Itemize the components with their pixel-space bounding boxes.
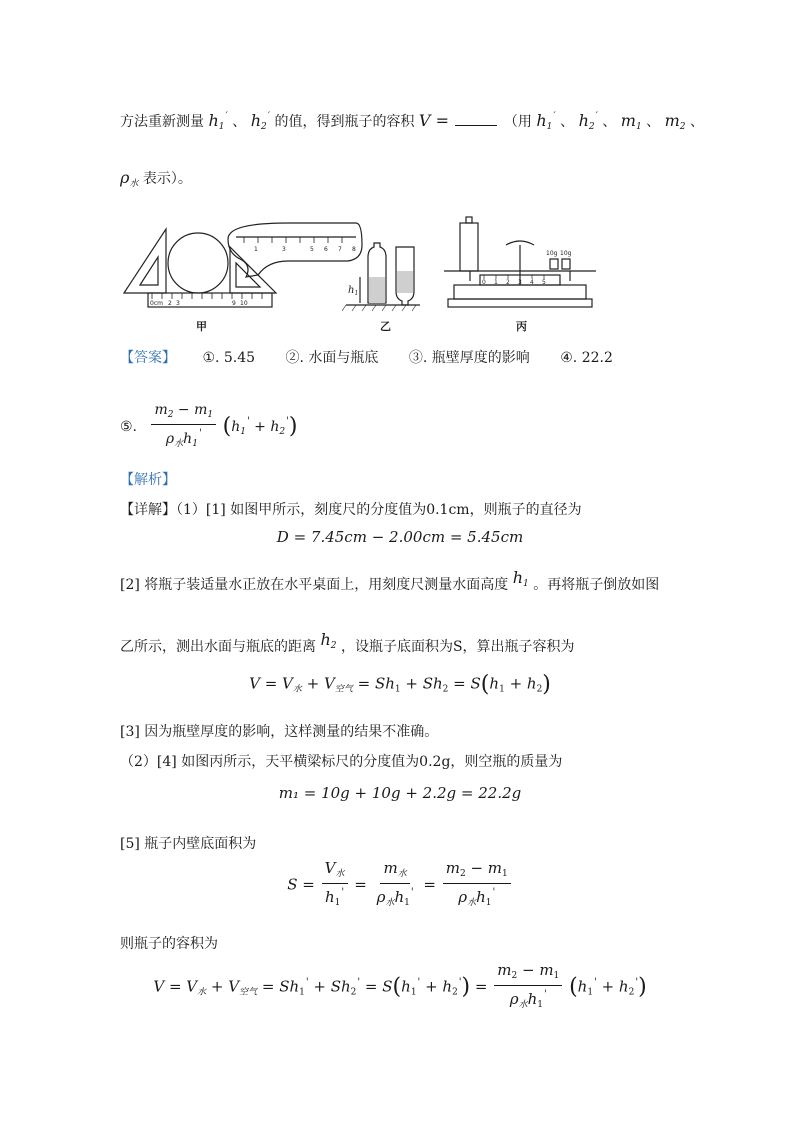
question-text: 方法重新测量 — [120, 114, 204, 130]
text: （1）[1] 如图甲所示，刻度尺的分度值为0.1cm，则瓶子的直径为 — [176, 502, 582, 518]
answer-item-2: ②. 水面与瓶底 — [285, 350, 379, 366]
detail-label: 【详解】 — [120, 502, 176, 518]
svg-text:5: 5 — [310, 246, 314, 253]
var-m1: $m_1$ — [620, 111, 642, 132]
answer-line — [120, 348, 613, 368]
figure-jia — [118, 215, 368, 315]
question-line-1 — [120, 107, 704, 137]
text: [2] 将瓶子装适量水正放在水平桌面上，用刻度尺测量水面高度 — [120, 577, 509, 593]
var-V: V = — [418, 111, 449, 130]
var-rho-water: $\rho_水$ — [120, 168, 139, 189]
question-line-2 — [120, 168, 192, 194]
equation-3: m₁ = 10g + 10g + 2.2g = 22.2g — [278, 784, 522, 802]
svg-text:2: 2 — [168, 300, 172, 307]
svg-text:7: 7 — [338, 246, 342, 253]
answer-blank — [455, 111, 497, 126]
separator: 、 — [232, 114, 247, 130]
var-m2: $m_2$ — [664, 111, 686, 132]
fraction: $\frac{m_2 - m_1}{\rho_水h_1'}$ — [151, 402, 216, 452]
svg-text:10g: 10g — [546, 250, 558, 257]
svg-text:3: 3 — [176, 300, 180, 307]
separator: 、 — [560, 114, 575, 130]
analysis-p3: 乙所示，测出水面与瓶底的距离 $h_2$ ，设瓶子底面积为S，算出瓶子容积为 — [120, 630, 575, 655]
var-h2p: $h_2'$ — [250, 111, 271, 132]
answer-item-1: ①. 5.45 — [202, 350, 256, 366]
question-text: 的值，得到瓶子的容积 — [274, 114, 415, 130]
figure-bing — [440, 215, 600, 315]
svg-text:0cm: 0cm — [150, 300, 163, 307]
analysis-p6: [5] 瓶子内壁底面积为 — [120, 836, 257, 852]
var-h1p: $h_1'$ — [208, 111, 228, 132]
equation-5: $V = V_水 + V_{空气} = Sh_1' + Sh_2' = S(h_1' + h_2')$ = $\frac{m_2 - m_1}{\rho_水h_1'}$ $(h_1' + h_2')$ — [153, 961, 647, 1010]
svg-text:10: 10 — [240, 300, 248, 307]
equation-4: S = $\frac{V_水}{h_1'}$ = $\frac{m_水}{\rho_水h_1'}$ = $\frac{m_2 - m_1}{\rho_水h_1'}$ — [0, 860, 800, 911]
svg-text:8: 8 — [352, 246, 356, 253]
svg-text:h1: $h_1$ — [348, 285, 359, 297]
figure-yi — [342, 215, 422, 315]
answer-label: 【答案】 — [120, 350, 176, 366]
answer-item-5: ⑤. $\frac{m_2 - m_1}{\rho_水h_1'}$ $(h_1' + h_2')$ — [120, 402, 297, 452]
caption-yi: 乙 — [380, 320, 391, 333]
analysis-p1 — [120, 500, 582, 520]
caption-jia: 甲 — [196, 320, 207, 333]
text: ，设瓶子底面积为S，算出瓶子容积为 — [340, 639, 575, 655]
svg-text:5: 5 — [542, 279, 546, 286]
answer-item-4: ④. 22.2 — [560, 350, 613, 366]
question-text: 表示）。 — [142, 171, 192, 187]
answer-item-3: ③. 瓶壁厚度的影响 — [408, 350, 530, 366]
svg-text:1: 1 — [494, 279, 498, 286]
analysis-p5: （2）[4] 如图丙所示，天平横梁标尺的分度值为0.2g，则空瓶的质量为 — [120, 754, 563, 770]
separator: 、 — [646, 114, 661, 130]
equation-2: $V = V_水 + V_{空气} = Sh_1 + Sh_2 = S(h_1 + h_2)$ — [249, 672, 551, 697]
separator: 、 — [689, 114, 704, 130]
svg-text:2: 2 — [506, 279, 510, 286]
analysis-title: 【解析】 — [120, 472, 176, 488]
analysis-p7: 则瓶子的容积为 — [120, 936, 218, 952]
question-text: （用 — [503, 114, 532, 130]
svg-text:6: 6 — [324, 246, 328, 253]
svg-text:4: 4 — [530, 279, 534, 286]
svg-text:0: 0 — [482, 279, 486, 286]
svg-text:3: 3 — [282, 246, 286, 253]
svg-text:10g: 10g — [560, 250, 572, 257]
separator: 、 — [602, 114, 617, 130]
text: 乙所示，测出水面与瓶底的距离 — [120, 639, 316, 655]
analysis-p4: [3] 因为瓶壁厚度的影响，这样测量的结果不准确。 — [120, 724, 439, 740]
text: 。再将瓶子倒放如图 — [533, 577, 660, 593]
svg-text:3: 3 — [518, 279, 522, 286]
svg-text:9: 9 — [232, 300, 236, 307]
var-h1p: $h_1'$ — [536, 111, 556, 132]
answer-item-5-label: ⑤. — [120, 419, 138, 435]
analysis-p2: [2] 将瓶子装适量水正放在水平桌面上，用刻度尺测量水面高度 $h_1$ 。再将瓶子倒放如图 — [120, 568, 660, 593]
svg-text:1: 1 — [254, 246, 258, 253]
equation-1: D = 7.45cm − 2.00cm = 5.45cm — [276, 528, 524, 546]
caption-bing: 丙 — [516, 320, 527, 333]
var-h2p: $h_2'$ — [578, 111, 598, 132]
